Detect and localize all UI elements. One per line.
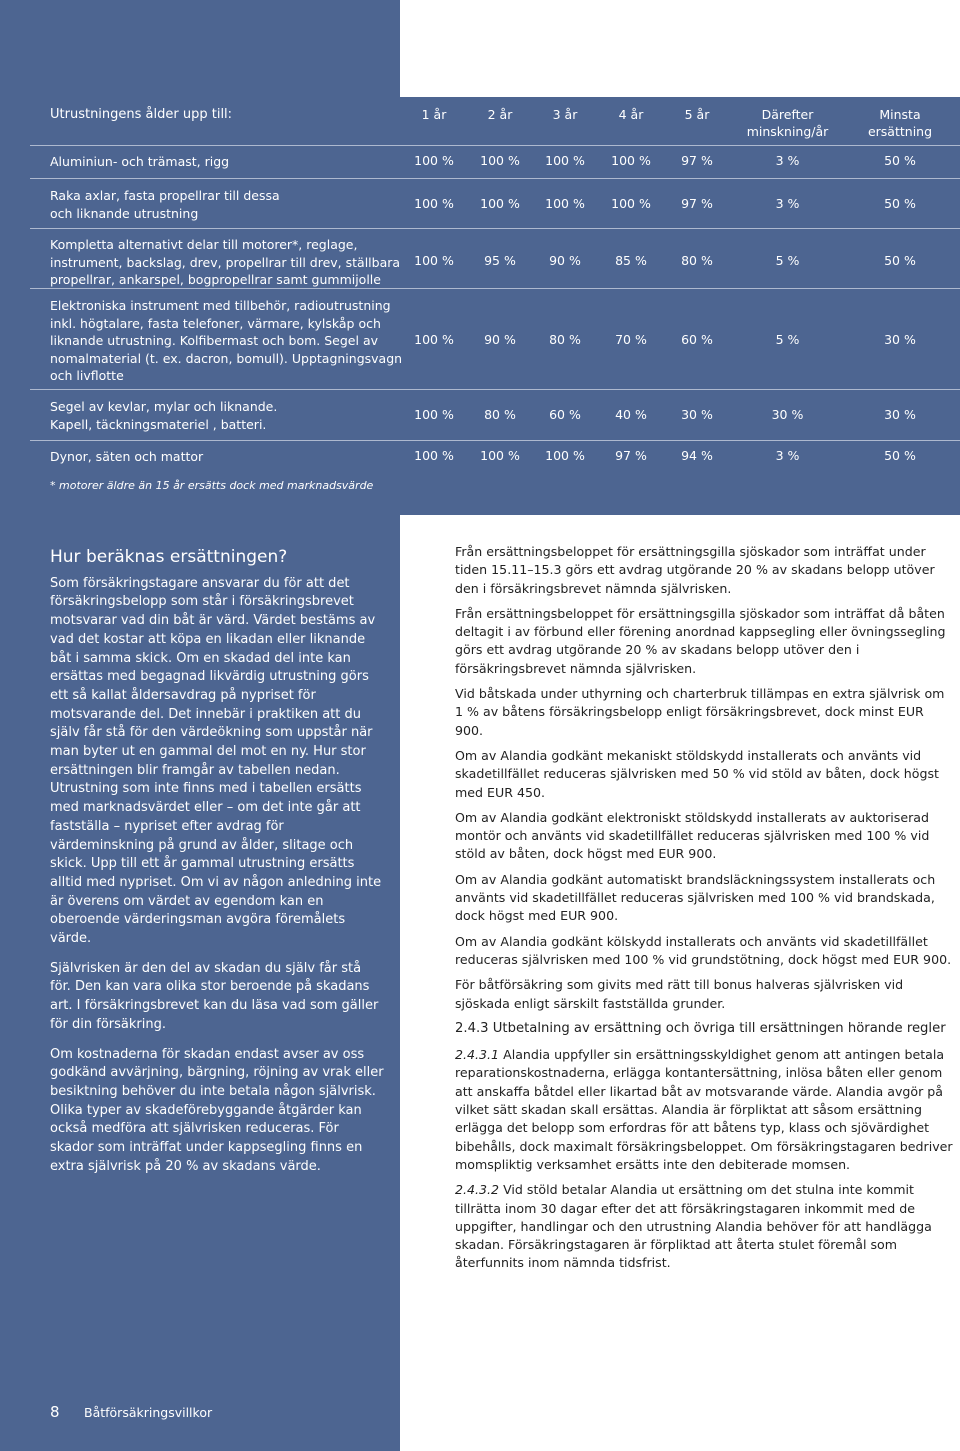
page-number: 8: [50, 1403, 60, 1421]
clause-paragraph: [455, 1181, 953, 1272]
right-paragraph: Om av Alandia godkänt mekaniskt stöldskydd installerats och använts vid skadetillfället reduceras självrisken med 50 % vid stöld av båten, dock högst med EUR 450.: [455, 747, 939, 800]
right-paragraph: Om av Alandia godkänt kölskydd installerats och använts vid skadetillfället reduceras självrisken med 100 % vid grundstötning, dock högst med EUR 900.: [455, 933, 952, 967]
table-cell: 85 %: [615, 253, 647, 269]
table-divider: [30, 389, 960, 390]
table-header-3yr: 3 år: [552, 107, 578, 122]
table-cell: 5 %: [775, 253, 800, 269]
table-cell: 100 %: [414, 152, 454, 168]
table-cell: 100 %: [545, 152, 585, 168]
table-cell: 100 %: [545, 447, 585, 463]
clause-number: 2.4.3.2: [455, 1182, 500, 1198]
label-line: och liknande utrustning: [50, 205, 199, 221]
table-cell: 5 %: [775, 331, 800, 347]
table-header-1yr: 1 år: [421, 107, 447, 122]
header-line: Minsta: [879, 107, 921, 122]
table-cell: 94 %: [681, 447, 713, 463]
table-row-label: [50, 448, 203, 466]
table-divider: [30, 440, 960, 441]
left-paragraph: Som försäkringstagare ansvarar du för att det försäkringsbelopp som står i försäkringsbrevet motsvarar vad din båt är värd. Värdet bestäms av vad det kostar att köpa en likadan eller liknande båt i samma skick. Om en skadad del inte kan ersättas med begagnad likvärdig utrustning görs ett så kallat åldersavdrag på nypriset för motsvarande del. Det innebär i praktiken att du själv får stå för den värdeökning som uppstår när man byter ut en gammal del mot en ny. Hur stor ersättningen blir framgår av tabellen nedan. Utrustning som inte finns med i tabellen ersätts med marknadsvärdet eller – om det inte går att fastställa – nypriset efter avdrag för värdeminskning på grund av ålder, slitage och skick. Upp till ett år gammal utrustning ersätts alltid med nypriset. Om vi av någon anledning inte är överens om värdet av egendom kan en oberoende värderingsman avgöra föremålets värde.: [50, 575, 382, 947]
table-cell: 30 %: [681, 406, 713, 422]
table-cell: 97 %: [615, 447, 647, 463]
table-cell: 100 %: [545, 195, 585, 211]
table-cell: 97 %: [681, 195, 713, 211]
table-cell: 50 %: [884, 447, 916, 463]
table-cell: 100 %: [611, 195, 651, 211]
table-cell: 30 %: [884, 331, 916, 347]
table-header-reduction: [740, 106, 835, 140]
table-cell: 3 %: [775, 195, 800, 211]
label-line: Raka axlar, fasta propellrar till dessa: [50, 188, 280, 203]
table-cell: 100 %: [414, 331, 454, 347]
label-line: och livflotte: [50, 368, 124, 383]
table-row-label: [50, 398, 277, 433]
table-cell: 100 %: [480, 195, 520, 211]
clause-text: Vid stöld betalar Alandia ut ersättning om det stulna inte kommit tillrätta inom 30 dagar efter det att försäkringstagaren inkommit med de uppgifter, handlingar och den utrustning Alandia behöver för att handlägga skadan. Försäkringstagaren är förpliktad att återta stulet föremål som återfunnits inom nämnda tidsfrist.: [455, 1182, 932, 1271]
table-cell: 100 %: [414, 406, 454, 422]
label-line: Segel av kevlar, mylar och liknande.: [50, 399, 278, 414]
table-cell: 30 %: [771, 406, 804, 422]
table-cell: 50 %: [884, 152, 916, 168]
table-row-label: [50, 153, 229, 171]
subsection-number: 2.4.3: [455, 1020, 489, 1036]
table-row-label: [50, 236, 400, 289]
right-paragraph: Om av Alandia godkänt elektroniskt stöldskydd installerats av auktoriserad montör och använts vid skadetillfället reduceras självrisken med 100 % vid stöld av båten, dock högst med EUR 900.: [455, 809, 930, 862]
table-cell: 3 %: [775, 447, 800, 463]
table-cell: 100 %: [480, 447, 520, 463]
table-row-label: [50, 187, 280, 222]
table-cell: 100 %: [414, 195, 454, 211]
subsection-title: Utbetalning av ersättning och övriga till ersättningen hörande regler: [492, 1020, 946, 1036]
clause-number: 2.4.3.1: [455, 1047, 500, 1063]
subsection-heading: [455, 1020, 953, 1038]
header-line: ersättning: [867, 124, 933, 139]
table-cell: 40 %: [615, 406, 647, 422]
table-cell: 60 %: [681, 331, 713, 347]
right-paragraph: För båtförsäkring som givits med rätt till bonus halveras självrisken vid sjöskada enligt särskilt fastställda grunder.: [455, 977, 904, 1011]
table-cell: 50 %: [884, 195, 916, 211]
table-divider: [30, 145, 960, 146]
section-heading: Hur beräknas ersättningen?: [50, 547, 288, 567]
table-cell: 30 %: [884, 406, 916, 422]
table-header-minimum: [850, 106, 950, 140]
clause-text: Alandia uppfyller sin ersättningsskyldighet genom att antingen betala reparationskostnaderna, erlägga kontantersättning, inlösa båten eller genom att anskaffa båtdel eller likartad båt av motsvarande värde. Alandia avgör på vilket sätt skadan skall ersättas. Alandia är förpliktat att såsom ersättning erlägga det belopp som erfordras för att båtens typ, klass och sjövärdighet bibehålls, dock maximalt försäkringsbeloppet. Om försäkringstagaren bedriver momspliktig verksamhet ersätts inte den debiterade momsen.: [455, 1047, 953, 1172]
right-text-column: [455, 543, 953, 1280]
table-cell: 70 %: [615, 331, 647, 347]
right-paragraph: Om av Alandia godkänt automatiskt brandsläckningssystem installerats och använts vid skadetillfället reduceras självrisken med 100 % vid brandskada, dock högst med EUR 900.: [455, 871, 936, 924]
label-line: Dynor, säten och mattor: [50, 449, 204, 464]
table-cell: 97 %: [681, 152, 713, 168]
table-footnote: * motorer äldre än 15 år ersätts dock med marknadsvärde: [50, 479, 374, 492]
table-row-label: [50, 297, 402, 385]
right-paragraph: Från ersättningsbeloppet för ersättningsgilla sjöskador som inträffat då båten deltagit i av förbund eller förening anordnad kappsegling eller övningssegling görs ett avdrag utgörande 20 % av skadans belopp utöver den i försäkringsbrevet nämnda självrisken.: [455, 605, 946, 676]
table-cell: 3 %: [775, 152, 800, 168]
table-cell: 95 %: [484, 253, 516, 269]
left-paragraph: Självrisken är den del av skadan du själv får stå för. Den kan vara olika stor beroende på skadans art. I försäkringsbrevet kan du läsa vad som gäller för din försäkring.: [50, 960, 379, 1032]
label-line: propellrar, ankarspel, bogpropellrar samt gummijolle: [50, 272, 381, 287]
table-header-5yr: 5 år: [684, 107, 710, 122]
table-divider: [30, 228, 960, 229]
label-line: liknande utrustning. Kolfibermast och bom. Segel av: [50, 333, 378, 348]
label-line: Kompletta alternativt delar till motorer*, reglage,: [50, 237, 358, 252]
table-cell: 80 %: [484, 406, 516, 422]
label-line: inkl. högtalare, fasta telefoner, värmare, kylskåp och: [50, 315, 381, 331]
right-paragraph: Vid båtskada under uthyrning och charterbruk tillämpas en extra självrisk om 1 % av båtens försäkringsbelopp enligt försäkringsbrevet, dock minst EUR 900.: [455, 686, 945, 738]
table-cell: 100 %: [414, 253, 454, 269]
table-header-4yr: 4 år: [618, 107, 644, 122]
label-line: Kapell, täckningsmateriel , batteri.: [50, 416, 267, 432]
label-line: Elektroniska instrument med tillbehör, radioutrustning: [50, 298, 391, 313]
label-line: nomalmaterial (t. ex. dacron, bomull). Upptagningsvagn: [50, 350, 403, 366]
table-header-2yr: 2 år: [487, 107, 513, 122]
right-paragraph: Från ersättningsbeloppet för ersättningsgilla sjöskador som inträffat under tiden 15.11–15.3 görs ett avdrag utgörande 20 % av skadans belopp utöver den i försäkringsbrevet nämnda självrisken.: [455, 544, 935, 596]
label-line: instrument, backslag, drev, propellrar till drev, ställbara: [50, 254, 401, 270]
table-cell: 90 %: [549, 253, 581, 269]
table-cell: 90 %: [484, 331, 516, 347]
left-paragraph: Om kostnaderna för skadan endast avser av oss godkänd avvärjning, bärgning, röjning av vrak eller besiktning behöver du inte betala någon självrisk. Olika typer av skadeförebyggande åtgärder kan också medföra att självrisken reduceras. För skador som inträffat under kappsegling finns en extra självrisk på 20 % av skadans värde.: [50, 1046, 384, 1174]
label-line: Aluminiun- och trämast, rigg: [50, 154, 230, 169]
table-cell: 100 %: [480, 152, 520, 168]
table-cell: 60 %: [549, 406, 581, 422]
table-cell: 50 %: [884, 253, 916, 269]
table-divider: [30, 288, 960, 289]
table-divider: [30, 178, 960, 179]
table-cell: 100 %: [611, 152, 651, 168]
table-cell: 100 %: [414, 447, 454, 463]
document-title: Båtförsäkringsvillkor: [84, 1405, 213, 1420]
table-header-age: Utrustningens ålder upp till:: [50, 107, 233, 122]
header-line: minskning/år: [746, 124, 829, 139]
header-line: Därefter: [761, 107, 814, 122]
table-cell: 80 %: [549, 331, 581, 347]
clause-paragraph: [455, 1046, 953, 1174]
table-cell: 80 %: [681, 253, 713, 269]
left-text-column: [50, 548, 385, 1188]
